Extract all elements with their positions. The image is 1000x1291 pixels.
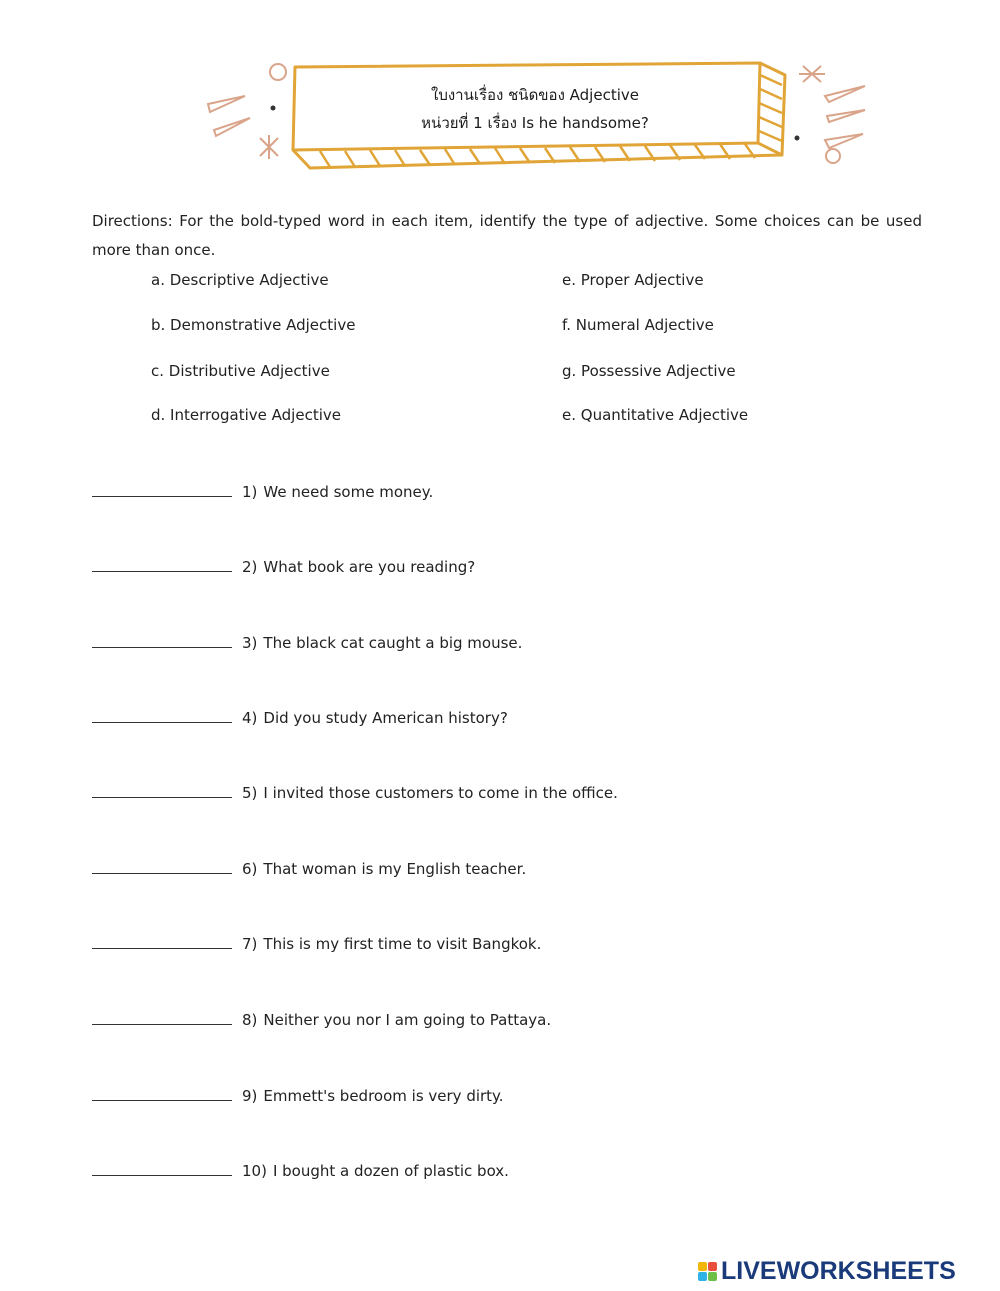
choice-e-quantitative: e. Quantitative Adjective — [562, 406, 749, 424]
answer-blank[interactable] — [92, 1023, 232, 1025]
question-number: 2) — [242, 558, 258, 576]
choice-d: d. Interrogative Adjective — [151, 406, 341, 424]
answer-blank[interactable] — [92, 947, 232, 949]
question-number: 9) — [242, 1087, 258, 1105]
right-decoration-icon — [785, 58, 885, 168]
answer-blank[interactable] — [92, 796, 232, 798]
question-text: I invited those customers to come in the office. — [263, 784, 618, 802]
answer-blank[interactable] — [92, 872, 232, 874]
question-text: This is my first time to visit Bangkok. — [263, 935, 542, 953]
question-text: We need some money. — [263, 483, 434, 501]
question-number: 6) — [242, 860, 258, 878]
liveworksheets-logo-icon — [698, 1262, 717, 1281]
question-text: That woman is my English teacher. — [263, 860, 527, 878]
question-text: Emmett's bedroom is very dirty. — [263, 1087, 504, 1105]
question-item — [92, 935, 541, 953]
question-text: The black cat caught a big mouse. — [263, 634, 523, 652]
question-item — [92, 1087, 504, 1105]
answer-blank[interactable] — [92, 1174, 232, 1176]
question-item — [92, 558, 475, 576]
question-number: 8) — [242, 1011, 258, 1029]
question-number: 1) — [242, 483, 258, 501]
question-item — [92, 483, 433, 501]
question-number: 7) — [242, 935, 258, 953]
question-item — [92, 784, 618, 802]
answer-blank[interactable] — [92, 646, 232, 648]
answer-blank[interactable] — [92, 721, 232, 723]
left-decoration-icon — [200, 60, 300, 170]
directions-text: Directions: For the bold-typed word in each item, identify the type of adjective. Some choices can be used more than once. — [92, 212, 922, 259]
choice-c: c. Distributive Adjective — [151, 362, 330, 380]
question-number: 3) — [242, 634, 258, 652]
answer-blank[interactable] — [92, 1099, 232, 1101]
question-item — [92, 1162, 509, 1180]
question-item — [92, 1011, 551, 1029]
choice-g: g. Possessive Adjective — [562, 362, 736, 380]
liveworksheets-logo[interactable] — [698, 1256, 956, 1286]
question-number: 4) — [242, 709, 258, 727]
choice-f: f. Numeral Adjective — [562, 316, 714, 334]
choice-b: b. Demonstrative Adjective — [151, 316, 356, 334]
question-number: 5) — [242, 784, 258, 802]
answer-blank[interactable] — [92, 570, 232, 572]
question-text: I bought a dozen of plastic box. — [272, 1162, 509, 1180]
logo-text: LIVEWORKSHEETS — [721, 1256, 956, 1285]
worksheet-subtitle: หน่วยที่ 1 เรื่อง Is he handsome? — [421, 114, 649, 132]
question-text: What book are you reading? — [263, 558, 476, 576]
question-item — [92, 634, 522, 652]
question-text: Neither you nor I am going to Pattaya. — [263, 1011, 552, 1029]
choice-e: e. Proper Adjective — [562, 271, 704, 289]
question-item — [92, 709, 508, 727]
answer-blank[interactable] — [92, 495, 232, 497]
question-text: Did you study American history? — [263, 709, 508, 727]
worksheet-title: ใบงานเรื่อง ชนิดของ Adjective — [431, 86, 639, 104]
choice-a: a. Descriptive Adjective — [151, 271, 329, 289]
question-item — [92, 860, 526, 878]
question-number: 10) — [242, 1162, 267, 1180]
